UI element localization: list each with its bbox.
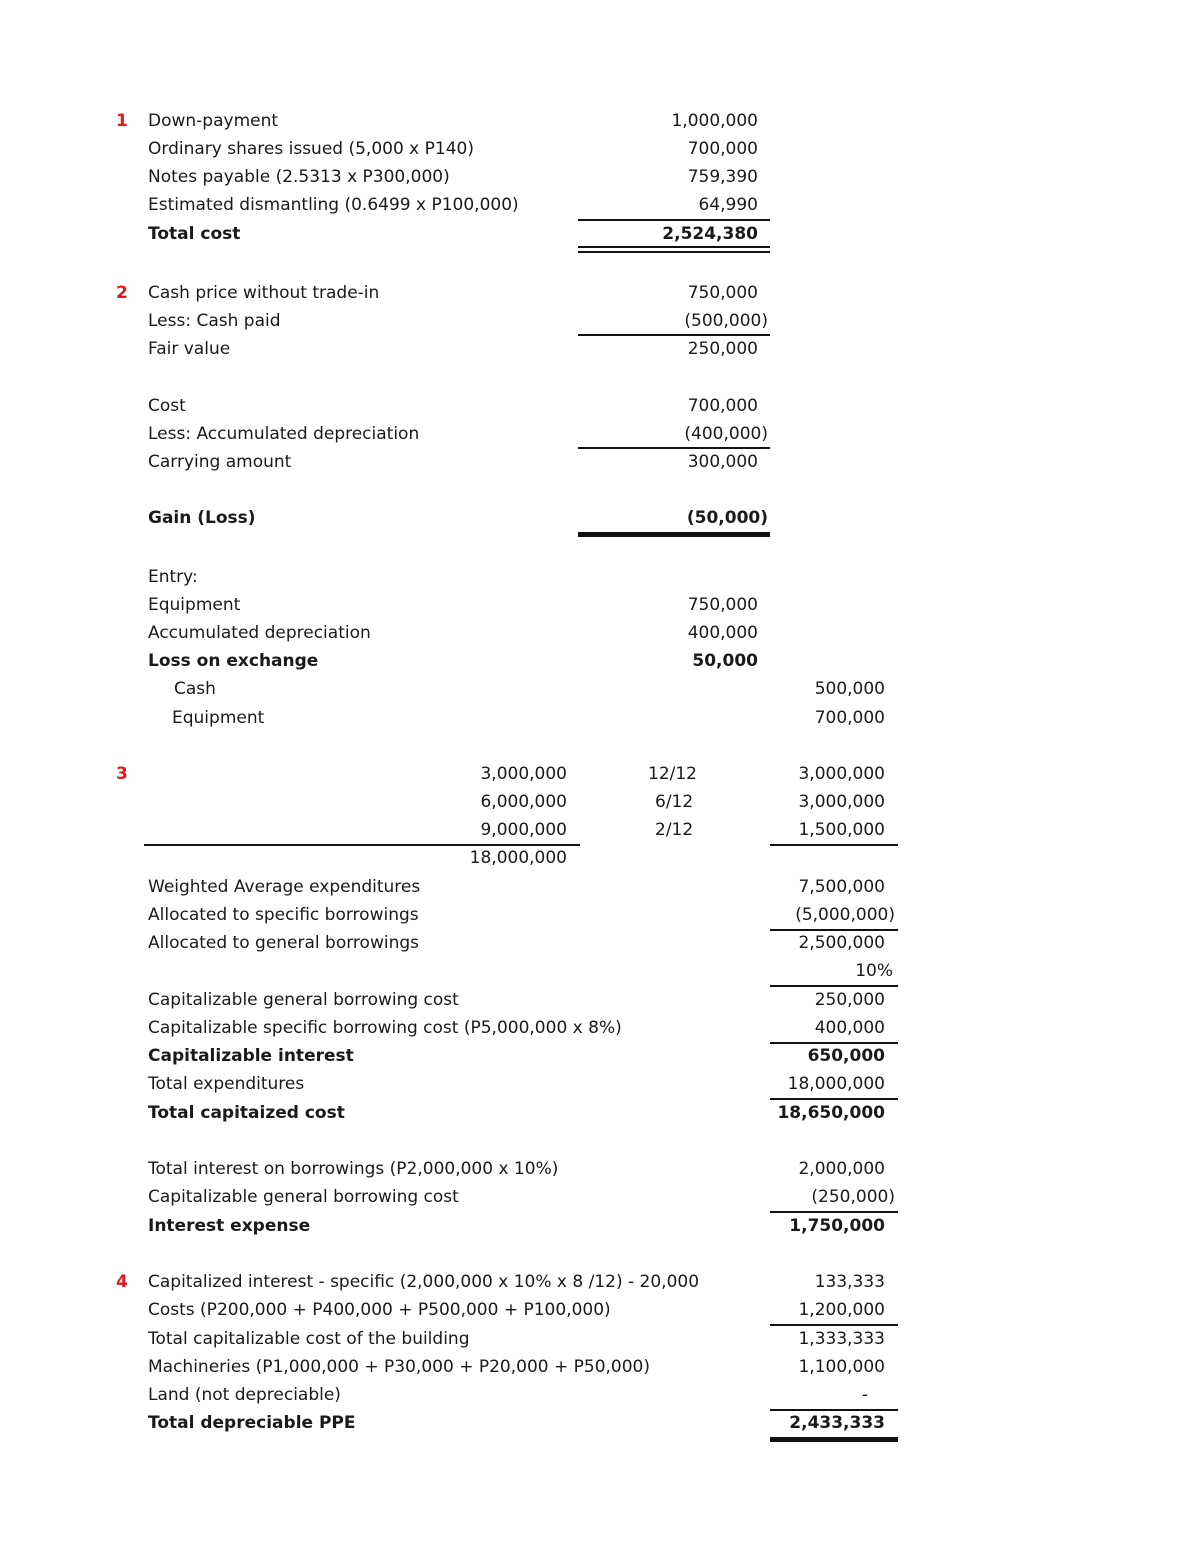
- underline: [144, 844, 580, 846]
- row-amount: 750,000: [687, 283, 758, 303]
- row-amount: 133,333: [814, 1272, 885, 1292]
- row-label: Total depreciable PPE: [148, 1413, 356, 1433]
- row-label: Capitalizable interest: [148, 1046, 354, 1066]
- problem-number-1: 1: [116, 111, 128, 131]
- underline: [578, 334, 770, 336]
- thick-underline: [578, 532, 770, 537]
- underline: [578, 447, 770, 449]
- weighted: 1,500,000: [798, 820, 885, 840]
- row-amount: 650,000: [807, 1046, 885, 1066]
- debit-amount: 50,000: [692, 651, 758, 671]
- underline: [770, 1211, 898, 1213]
- underline: [770, 1098, 898, 1100]
- row-label: Total capitaized cost: [148, 1103, 345, 1123]
- gain-loss-label: Gain (Loss): [148, 508, 256, 528]
- row-amount: 64,990: [698, 195, 758, 215]
- total-label: Total cost: [148, 224, 241, 244]
- row-amount: (500,000): [684, 311, 768, 331]
- underline: [578, 219, 770, 221]
- row-label: Capitalizable general borrowing cost: [148, 990, 459, 1010]
- row-label: Interest expense: [148, 1216, 311, 1236]
- row-label: Down-payment: [148, 111, 279, 131]
- row-label: Total capitalizable cost of the building: [148, 1329, 470, 1349]
- row-amount: 700,000: [687, 396, 758, 416]
- row-label: Capitalized interest - specific (2,000,000 x 10% x 8 /12) - 20,000: [148, 1272, 700, 1292]
- row-label: Notes payable (2.5313 x P300,000): [148, 167, 450, 187]
- credit-amount: 500,000: [814, 679, 885, 699]
- fraction: 6/12: [655, 792, 694, 812]
- row-label: Cost: [148, 396, 186, 416]
- row-amount: 18,650,000: [777, 1103, 885, 1123]
- row-amount: 1,200,000: [798, 1300, 885, 1320]
- expenditure: 9,000,000: [480, 820, 567, 840]
- debit-amount: 400,000: [687, 623, 758, 643]
- row-amount: 700,000: [687, 139, 758, 159]
- row-label: Less: Accumulated depreciation: [148, 424, 420, 444]
- row-amount: 250,000: [814, 990, 885, 1010]
- row-amount: 300,000: [687, 452, 758, 472]
- row-label: Ordinary shares issued (5,000 x P140): [148, 139, 474, 159]
- row-amount: 2,000,000: [798, 1159, 885, 1179]
- row-amount: 1,750,000: [789, 1216, 885, 1236]
- problem-number-2: 2: [116, 283, 128, 303]
- expenditure: 6,000,000: [480, 792, 567, 812]
- row-label: Allocated to specific borrowings: [148, 905, 419, 925]
- problem-number-3: 3: [116, 764, 128, 784]
- row-label: Capitalizable general borrowing cost: [148, 1187, 459, 1207]
- row-label: Weighted Average expenditures: [148, 877, 421, 897]
- debit-label: Equipment: [148, 595, 241, 615]
- row-label: Carrying amount: [148, 452, 292, 472]
- credit-amount: 700,000: [814, 708, 885, 728]
- row-amount: 2,433,333: [789, 1413, 885, 1433]
- weighted: 3,000,000: [798, 764, 885, 784]
- underline: [770, 985, 898, 987]
- double-underline: [578, 246, 770, 253]
- row-amount: 400,000: [814, 1018, 885, 1038]
- total-amount: 2,524,380: [662, 224, 758, 244]
- row-label: Costs (P200,000 + P400,000 + P500,000 + P100,000): [148, 1300, 611, 1320]
- expenditure: 3,000,000: [480, 764, 567, 784]
- row-amount: 250,000: [687, 339, 758, 359]
- thick-underline: [770, 1437, 898, 1442]
- row-amount: (250,000): [811, 1187, 895, 1207]
- row-label: Machineries (P1,000,000 + P30,000 + P20,000 + P50,000): [148, 1357, 650, 1377]
- row-label: Allocated to general borrowings: [148, 933, 419, 953]
- row-label: Cash price without trade-in: [148, 283, 380, 303]
- underline: [770, 1409, 898, 1411]
- row-label: Total interest on borrowings (P2,000,000 x 10%): [148, 1159, 559, 1179]
- expenditure-total: 18,000,000: [469, 848, 567, 868]
- underline: [770, 1042, 898, 1044]
- row-amount: (5,000,000): [795, 905, 895, 925]
- rate: 10%: [855, 961, 893, 981]
- row-amount: 7,500,000: [798, 877, 885, 897]
- underline: [770, 844, 898, 846]
- row-amount: (400,000): [684, 424, 768, 444]
- row-amount: -: [861, 1385, 868, 1405]
- credit-label: Equipment: [172, 708, 265, 728]
- row-amount: 2,500,000: [798, 933, 885, 953]
- row-amount: 1,333,333: [798, 1329, 885, 1349]
- row-label: Fair value: [148, 339, 231, 359]
- fraction: 2/12: [655, 820, 694, 840]
- row-label: Land (not depreciable): [148, 1385, 341, 1405]
- entry-title: Entry:: [148, 567, 198, 587]
- row-amount: 18,000,000: [787, 1074, 885, 1094]
- underline: [770, 1324, 898, 1326]
- problem-number-4: 4: [116, 1272, 128, 1292]
- row-label: Capitalizable specific borrowing cost (P5,000,000 x 8%): [148, 1018, 622, 1038]
- row-amount: 1,000,000: [671, 111, 758, 131]
- row-amount: 1,100,000: [798, 1357, 885, 1377]
- underline: [770, 929, 898, 931]
- row-label: Less: Cash paid: [148, 311, 281, 331]
- row-label: Total expenditures: [148, 1074, 305, 1094]
- debit-label: Accumulated depreciation: [148, 623, 371, 643]
- row-label: Estimated dismantling (0.6499 x P100,000): [148, 195, 519, 215]
- gain-loss-amount: (50,000): [686, 508, 768, 528]
- fraction: 12/12: [648, 764, 697, 784]
- credit-label: Cash: [174, 679, 216, 699]
- debit-label: Loss on exchange: [148, 651, 319, 671]
- row-amount: 759,390: [687, 167, 758, 187]
- weighted: 3,000,000: [798, 792, 885, 812]
- debit-amount: 750,000: [687, 595, 758, 615]
